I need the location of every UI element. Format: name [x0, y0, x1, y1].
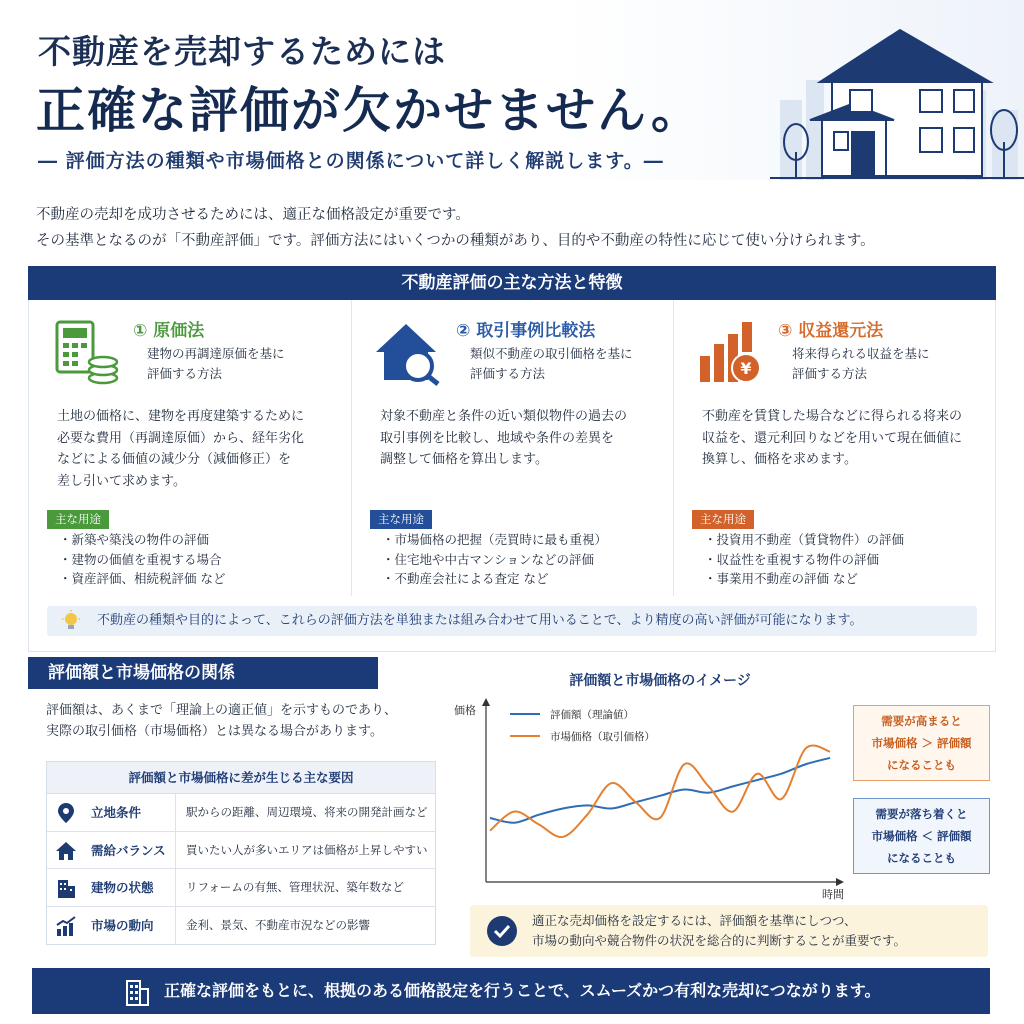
check-circle-icon [486, 915, 518, 947]
factor-description: 駅からの距離、周辺環境、将来の開発計画など [175, 794, 428, 831]
page-subtitle: ― 評価方法の種類や市場価格との関係について詳しく解説します。― [38, 150, 664, 172]
relation-section-title: 評価額と市場価格の関係 [28, 657, 378, 689]
uses-list [382, 530, 662, 589]
note-line: 市場価格 ＞ 評価額 [871, 736, 972, 750]
advice-box [470, 905, 988, 957]
uses-list [704, 530, 984, 589]
method-card-income [673, 300, 995, 596]
tip-text: 不動産の種類や目的によって、これらの評価方法を単独または組み合わせて用いることで、より精度の高い評価が可能になります。 [97, 613, 863, 628]
method-lead: 類似不動産の取引価格を基に 評価する方法 [470, 346, 633, 381]
list-item: ・ 住宅地や中古マンションなどの評価 [382, 550, 662, 570]
legend-label-1: 評価額（理論値） [550, 709, 634, 721]
table-row [47, 869, 435, 907]
uses-tag: 主な用途 [692, 510, 754, 529]
footer-banner [32, 968, 990, 1014]
factor-label: 市場の動向 [91, 917, 154, 933]
list-item: ・ 不動産会社による査定 など [382, 569, 662, 589]
y-axis-arrow [482, 698, 490, 706]
high-demand-note [853, 705, 990, 781]
list-item: ・ 建物の価値を重視する場合 [59, 550, 339, 570]
factors-table-title: 評価額と市場価格に差が生じる主な要因 [47, 762, 435, 794]
hero-header [0, 0, 1024, 180]
method-description: 土地の価格に、建物を再度建築するために 必要な費用（再調達原価）から、経年劣化 などによる価値の減少分（減価修正）を 差し引いて求めます。 [57, 409, 305, 489]
note-line: になることも [887, 758, 956, 772]
table-row [47, 907, 435, 945]
valuation-vs-market-chart [450, 690, 850, 900]
svg-text:¥: ¥ [740, 359, 752, 378]
table-row [47, 832, 435, 870]
list-item: ・ 新築や築浅の物件の評価 [59, 530, 339, 550]
series-line-1 [490, 758, 830, 823]
house-illustration [770, 20, 1024, 180]
trend-chart-icon [55, 915, 77, 937]
house-magnifier-icon [372, 318, 444, 386]
x-axis-arrow [836, 878, 844, 886]
x-axis-label: 時間 [822, 888, 844, 900]
lightbulb-icon [61, 610, 81, 632]
intro-text [36, 202, 996, 254]
series-line-2 [490, 746, 830, 838]
page-title-line2: 正確な評価が欠かせません。 [36, 81, 702, 139]
tip-banner [47, 606, 977, 636]
factors-table [46, 761, 436, 945]
list-item: ・ 資産評価、相続税評価 など [59, 569, 339, 589]
method-title: ③ 収益還元法 [778, 321, 884, 341]
relation-line2: 実際の取引価格（市場価格）とは異なる場合があります。 [46, 724, 383, 739]
note-line: 需要が高まると [881, 714, 962, 728]
house-icon [55, 840, 77, 862]
note-line: 需要が落ち着くと [875, 807, 968, 821]
methods-section-title: 不動産評価の主な方法と特徴 [28, 266, 996, 300]
methods-panel [28, 300, 996, 652]
method-card-cost [29, 300, 351, 596]
page-title-line1: 不動産を売却するためには [38, 32, 446, 71]
method-description: 対象不動産と条件の近い類似物件の過去の 取引事例を比較し、地域や条件の差異を 調整して価格を算出します。 [380, 409, 628, 467]
intro-line2: その基準となるのが「不動産評価」です。評価方法にはいくつかの種類があり、目的や不動産の特性に応じて使い分けられます。 [36, 233, 875, 249]
building-icon [122, 977, 152, 1007]
footer-text: 正確な評価をもとに、根拠のある価格設定を行うことで、スムーズかつ有利な売却につながります。 [164, 981, 881, 1000]
y-axis-label: 価格 [454, 704, 476, 717]
method-card-comparison [351, 300, 673, 596]
factor-description: 金利、景気、不動産市況などの影響 [175, 907, 370, 944]
relation-description [46, 700, 426, 742]
low-demand-note [853, 798, 990, 874]
intro-line1: 不動産の売却を成功させるためには、適正な価格設定が重要です。 [36, 207, 470, 223]
factor-description: リフォームの有無、管理状況、築年数など [175, 869, 404, 906]
list-item: ・ 投資用不動産（賃貸物件）の評価 [704, 530, 984, 550]
list-item: ・ 事業用不動産の評価 など [704, 569, 984, 589]
bar-chart-yen-icon [694, 318, 766, 386]
location-pin-icon [55, 802, 77, 824]
factor-label: 建物の状態 [91, 880, 154, 895]
chart-legend [510, 708, 655, 743]
advice-line2: 市場の動向や競合物件の状況を総合的に判断することが重要です。 [532, 933, 907, 948]
list-item: ・ 市場価格の把握（売買時に最も重視） [382, 530, 662, 550]
advice-text [532, 911, 906, 951]
method-title: ② 取引事例比較法 [456, 321, 596, 341]
relation-line1: 評価額は、あくまで「理論上の適正値」を示すものであり、 [46, 703, 398, 718]
factor-description: 買いたい人が多いエリアは価格が上昇しやすい [175, 832, 428, 869]
uses-list [59, 530, 339, 589]
chart-series [490, 746, 830, 838]
uses-tag: 主な用途 [47, 510, 109, 529]
table-row [47, 794, 435, 832]
chart-title: 評価額と市場価格のイメージ [569, 673, 751, 689]
method-title: ① 原価法 [133, 321, 205, 341]
factor-label: 立地条件 [91, 805, 142, 820]
note-line: になることも [887, 851, 956, 865]
method-lead: 将来得られる収益を基に 評価する方法 [792, 346, 930, 381]
method-description: 不動産を賃貸した場合などに得られる将来の 収益を、還元利回りなどを用いて現在価値に 換算し、価格を求めます。 [702, 409, 963, 467]
list-item: ・ 収益性を重視する物件の評価 [704, 550, 984, 570]
note-line: 市場価格 ＜ 評価額 [871, 829, 972, 843]
method-lead: 建物の再調達原価を基に 評価する方法 [147, 346, 285, 381]
calculator-coins-icon [49, 318, 121, 386]
factor-label: 需給バランス [91, 842, 166, 858]
legend-label-2: 市場価格（取引価格） [550, 731, 655, 743]
building-icon [55, 877, 77, 899]
uses-tag: 主な用途 [370, 510, 432, 529]
advice-line1: 適正な売却価格を設定するには、評価額を基準にしつつ、 [532, 913, 857, 928]
